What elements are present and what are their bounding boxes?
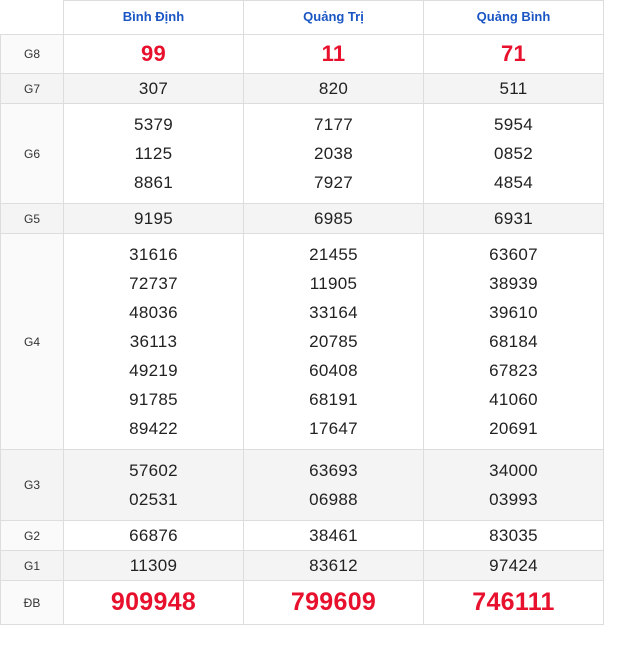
result-group-g6-binh-dinh <box>64 104 244 204</box>
result-group-g6-quang-binh <box>424 104 604 204</box>
table-row-db <box>1 581 604 625</box>
result-group-g6-quang-tri <box>244 104 424 204</box>
result-g4-binh-dinh-7: 89422 <box>129 419 178 438</box>
result-group-g4-quang-binh <box>424 234 604 450</box>
result-g4-quang-tri-3: 33164 <box>309 303 358 322</box>
row-label-g5: G5 <box>1 204 64 234</box>
result-g4-quang-binh-3: 39610 <box>489 303 538 322</box>
row-label-g6: G6 <box>1 104 64 204</box>
table-row-g4 <box>1 234 604 450</box>
result-g5-binh-dinh: 9195 <box>64 204 244 234</box>
table-row-g3 <box>1 450 604 521</box>
result-g6-quang-tri-3: 7927 <box>313 173 354 192</box>
table-corner-cell <box>1 1 64 35</box>
result-g4-binh-dinh-2: 72737 <box>129 274 178 293</box>
table-body <box>1 35 604 625</box>
result-g5-quang-tri: 6985 <box>244 204 424 234</box>
result-g3-quang-tri-1: 63693 <box>309 461 358 480</box>
result-g1-quang-tri: 83612 <box>244 551 424 581</box>
result-db-quang-binh: 746111 <box>424 581 604 625</box>
result-g4-quang-binh-5: 67823 <box>489 361 538 380</box>
row-label-g8: G8 <box>1 35 64 74</box>
header-row <box>1 1 604 35</box>
result-g3-binh-dinh-1: 57602 <box>129 461 178 480</box>
result-g8-quang-tri: 11 <box>244 35 424 74</box>
table-row-g5 <box>1 204 604 234</box>
result-group-g4-quang-tri <box>244 234 424 450</box>
result-g2-quang-binh: 83035 <box>424 521 604 551</box>
result-g3-quang-tri-2: 06988 <box>309 490 358 509</box>
result-g4-quang-binh-2: 38939 <box>489 274 538 293</box>
result-g4-quang-binh-1: 63607 <box>489 245 538 264</box>
result-g4-quang-binh-7: 20691 <box>489 419 538 438</box>
row-label-g1: G1 <box>1 551 64 581</box>
province-header-quang-binh[interactable]: Quảng Bình <box>424 1 604 35</box>
result-g3-quang-binh-1: 34000 <box>489 461 538 480</box>
row-label-g4: G4 <box>1 234 64 450</box>
result-group-g3-quang-binh <box>424 450 604 521</box>
result-g7-binh-dinh: 307 <box>64 74 244 104</box>
result-g3-quang-binh-2: 03993 <box>489 490 538 509</box>
table-row-g2 <box>1 521 604 551</box>
result-g7-quang-tri: 820 <box>244 74 424 104</box>
result-group-g3-binh-dinh <box>64 450 244 521</box>
province-header-binh-dinh[interactable]: Bình Định <box>64 1 244 35</box>
row-label-db: ĐB <box>1 581 64 625</box>
result-db-binh-dinh: 909948 <box>64 581 244 625</box>
province-header-quang-tri[interactable]: Quảng Trị <box>244 1 424 35</box>
row-label-g3: G3 <box>1 450 64 521</box>
result-g4-quang-tri-7: 17647 <box>309 419 358 438</box>
result-g6-binh-dinh-3: 8861 <box>133 173 174 192</box>
table-row-g6 <box>1 104 604 204</box>
result-g4-quang-tri-6: 68191 <box>309 390 358 409</box>
result-g2-binh-dinh: 66876 <box>64 521 244 551</box>
table-row-g1 <box>1 551 604 581</box>
result-g2-quang-tri: 38461 <box>244 521 424 551</box>
table-row-g8 <box>1 35 604 74</box>
result-g4-binh-dinh-6: 91785 <box>129 390 178 409</box>
result-g4-binh-dinh-4: 36113 <box>129 332 178 351</box>
row-label-g7: G7 <box>1 74 64 104</box>
table-header <box>1 1 604 35</box>
result-g8-binh-dinh: 99 <box>64 35 244 74</box>
result-group-g3-quang-tri <box>244 450 424 521</box>
result-g7-quang-binh: 511 <box>424 74 604 104</box>
result-g6-quang-binh-3: 4854 <box>493 173 534 192</box>
result-g4-quang-tri-1: 21455 <box>309 245 358 264</box>
result-db-quang-tri: 799609 <box>244 581 424 625</box>
result-g4-binh-dinh-3: 48036 <box>129 303 178 322</box>
result-g3-binh-dinh-2: 02531 <box>129 490 178 509</box>
result-g6-quang-binh-2: 0852 <box>493 144 534 163</box>
result-g4-binh-dinh-1: 31616 <box>129 245 178 264</box>
result-g1-binh-dinh: 11309 <box>64 551 244 581</box>
result-g6-quang-tri-2: 2038 <box>313 144 354 163</box>
result-g1-quang-binh: 97424 <box>424 551 604 581</box>
result-g6-quang-tri-1: 7177 <box>313 115 354 134</box>
result-g4-binh-dinh-5: 49219 <box>129 361 178 380</box>
row-label-g2: G2 <box>1 521 64 551</box>
result-g4-quang-tri-2: 11905 <box>309 274 358 293</box>
result-g5-quang-binh: 6931 <box>424 204 604 234</box>
result-g4-quang-tri-5: 60408 <box>309 361 358 380</box>
result-group-g4-binh-dinh <box>64 234 244 450</box>
result-g6-binh-dinh-2: 1125 <box>134 144 173 163</box>
result-g4-quang-binh-6: 41060 <box>489 390 538 409</box>
result-g6-binh-dinh-1: 5379 <box>133 115 174 134</box>
result-g6-quang-binh-1: 5954 <box>493 115 534 134</box>
result-g4-quang-tri-4: 20785 <box>309 332 358 351</box>
result-g4-quang-binh-4: 68184 <box>489 332 538 351</box>
table-row-g7 <box>1 74 604 104</box>
result-g8-quang-binh: 71 <box>424 35 604 74</box>
